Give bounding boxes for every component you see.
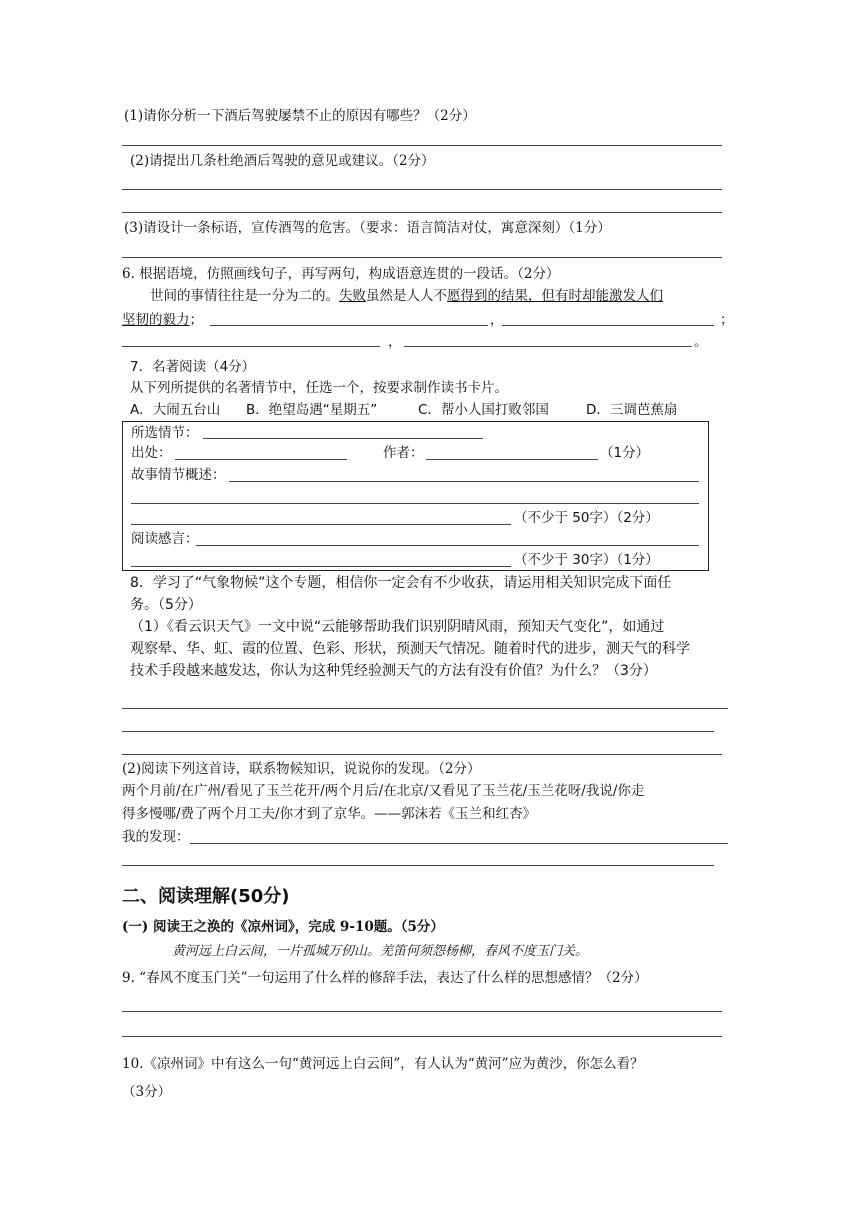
card-summary-label: 故事情节概述： (131, 467, 226, 483)
card-source-label: 出处： (131, 445, 172, 461)
q8-sub2-title: (2)阅读下列这首诗，联系物候知识，说说你的发现。（2分） (122, 761, 481, 777)
punct: ； (720, 312, 734, 328)
card-author-field[interactable] (426, 459, 598, 460)
q7-option-d: D．三调芭蕉扇 (586, 402, 678, 418)
q8-sub1-line2: 观察晕、华、虹、霞的位置、色彩、形状，预测天气情况。随着时代的进步，测天气的科学 (130, 641, 690, 657)
q6-paragraph-line2: 坚韧的毅力； (122, 312, 203, 328)
q10-line2: （3分） (122, 1084, 172, 1100)
punct: 。 (694, 334, 708, 350)
q5-sub1: (1)请你分析一下酒后驾驶屡禁不止的原因有哪些？（2分） (124, 108, 476, 124)
q7-option-b: B．绝望岛遇“星期五” (246, 402, 378, 418)
answer-line[interactable] (122, 189, 722, 190)
card-feeling-field[interactable] (196, 545, 699, 546)
q7-option-a: A．大闹五台山 (130, 402, 221, 418)
card-chosen-field[interactable] (203, 438, 483, 439)
answer-line[interactable] (122, 1036, 722, 1037)
poem-text: 黄河远上白云间，一片孤城万仞山。羌笛何须怨杨柳，春风不度玉门关。 (172, 944, 589, 959)
answer-line[interactable] (122, 865, 714, 866)
q8-line1: 8．学习了“气象物候”这个专题，相信你一定会有不少收获，请运用相关知识完成下面任 (130, 575, 672, 591)
section-title: 二、阅读理解(50分) (122, 886, 290, 907)
q7-instruction: 从下列所提供的名著情节中，任选一个，按要求制作读书卡片。 (130, 380, 508, 396)
q8-sub1-line3: 技术手段越来越发达，你认为这种凭经验测天气的方法有没有价值？为什么？（3分） (130, 663, 657, 679)
answer-line[interactable] (122, 708, 728, 709)
card-feeling-note: （不少于 30字）（1分） (514, 552, 659, 568)
answer-line[interactable] (122, 1011, 722, 1012)
card-chosen-label: 所选情节： (131, 425, 199, 441)
q6-title: 6. 根据语境，仿照画线句子，再写两句，构成语意连贯的一段话。（2分） (122, 266, 560, 282)
card-summary-field[interactable] (131, 524, 511, 525)
q5-sub2: (2)请提出几条杜绝酒后驾驶的意见或建议。（2分） (130, 153, 435, 169)
q5-sub3: (3)请设计一条标语，宣传酒驾的危害。（要求：语言简洁对仗，寓意深刻）（1分） (124, 220, 611, 236)
card-author-score: （1分） (600, 445, 650, 461)
q9: 9. “春风不度玉门关”一句运用了什么样的修辞手法，表达了什么样的思想感情？（2分） (122, 970, 648, 986)
q8-line2: 务。（5分） (130, 597, 202, 613)
punct: ， (388, 334, 402, 350)
punct: ， (490, 312, 504, 328)
answer-line[interactable] (122, 145, 722, 146)
poem-line1: 两个月前/在广州/看见了玉兰花开/两个月后/在北京/又看见了玉兰花/玉兰花呀/我说/你走 (122, 783, 645, 799)
answer-line[interactable] (122, 754, 722, 755)
answer-line[interactable] (122, 731, 714, 732)
card-feeling-field[interactable] (131, 566, 511, 567)
card-source-field[interactable] (175, 459, 347, 460)
fill-blank[interactable] (122, 346, 380, 347)
card-feeling-label: 阅读感言： (131, 531, 199, 547)
discovery-label: 我的发现： (122, 829, 190, 845)
part1-title: (一) 阅读王之涣的《凉州词》，完成 9-10题。（5分） (122, 919, 444, 935)
q7-title: 7．名著阅读（4分） (130, 359, 256, 375)
q7-option-c: C．帮小人国打败邻国 (418, 402, 549, 418)
fill-blank[interactable] (502, 325, 714, 326)
q8-sub1-line1: （1）《看云识天气》一文中说“云能够帮助我们识别阴晴风雨，预知天气变化”，如通过 (130, 619, 665, 635)
discovery-field[interactable] (190, 843, 728, 844)
card-summary-field[interactable] (229, 481, 699, 482)
answer-line[interactable] (122, 212, 722, 213)
fill-blank[interactable] (210, 325, 488, 326)
q10-line1: 10.《凉州词》中有这么一句“黄河远上白云间”，有人认为“黄河”应为黄沙，你怎么看？ (122, 1056, 644, 1072)
fill-blank[interactable] (404, 346, 692, 347)
answer-line[interactable] (122, 257, 722, 258)
card-summary-field[interactable] (131, 503, 699, 504)
q6-paragraph-line1: 世间的事情往往是一分为二的。失败虽然是人人不愿得到的结果，但有时却能激发人们 (150, 288, 663, 304)
poem-line2: 得多慢哪/费了两个月工夫/你才到了京华。——郭沫若《玉兰和红杏》 (122, 806, 537, 822)
card-author-label: 作者： (383, 445, 424, 461)
card-summary-note: （不少于 50字）（2分） (514, 510, 659, 526)
